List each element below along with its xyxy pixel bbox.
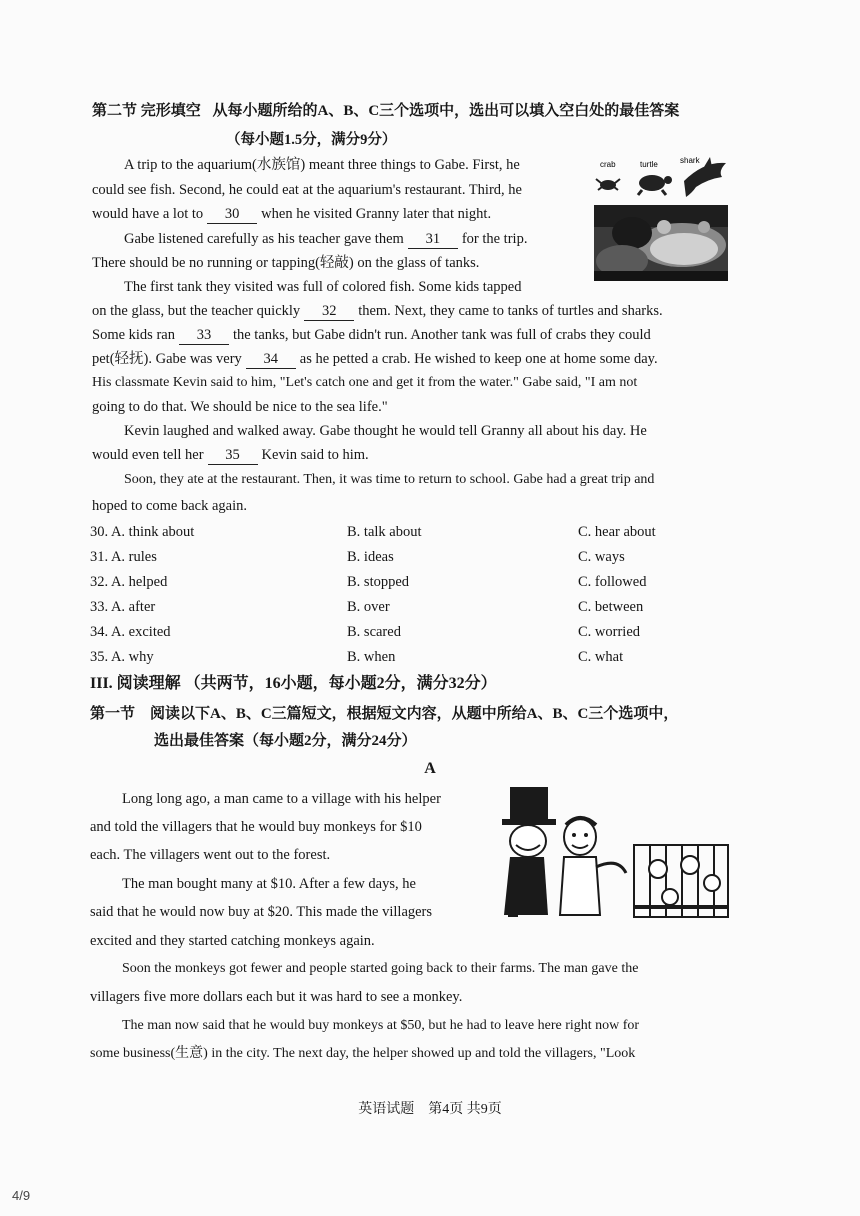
blank-34: 34 <box>246 350 296 369</box>
passage1-line: hoped to come back again. <box>92 498 248 514</box>
passageA-line: Soon the monkeys got fewer and people started going back to their farms. The man gave the <box>122 961 639 976</box>
passage1-text: the tanks, but Gabe didn't run. Another tank was full of crabs they could <box>232 327 651 343</box>
section2-score: （每小题1.5分，满分9分） <box>226 132 397 148</box>
blank-30: 30 <box>207 205 257 224</box>
part3-heading: III. 阅读理解 （共两节，16小题，每小题2分，满分32分） <box>90 675 497 692</box>
section2-heading-instructions: 从每小题所给的A、B、C三个选项中，选出可以填入空白处的最佳答案 <box>212 103 680 119</box>
option-c: C. ways <box>578 549 625 565</box>
passageA-line: excited and they started catching monkeys again. <box>90 933 375 949</box>
option-c: C. what <box>578 649 624 665</box>
blank-33: 33 <box>179 326 229 345</box>
page-indicator: 4/9 <box>12 1188 31 1203</box>
passage1-text: on the glass, but the teacher quickly <box>92 303 301 319</box>
section2-heading <box>92 102 679 120</box>
passageA-line: some business(生意) in the city. The next day, the helper showed up and told the villagers, "Look <box>90 1046 636 1061</box>
passage1-text: when he visited Granny later that night. <box>261 206 492 222</box>
option-c: C. worried <box>578 624 641 640</box>
part3-subheading-cont: 选出最佳答案（每小题2分，满分24分） <box>154 733 417 749</box>
man-figure-icon <box>502 787 556 917</box>
option-c: C. between <box>578 599 644 615</box>
passage1-text: pet(轻抚). Gabe was very <box>92 351 242 367</box>
passage1-text: for the trip. <box>461 231 528 247</box>
monkey-cage-icon <box>634 845 728 917</box>
option-b: B. ideas <box>347 549 394 565</box>
option-b: B. when <box>347 649 396 665</box>
passage1-line <box>92 205 491 224</box>
passage1-text: would have a lot to <box>92 206 204 222</box>
option-a: 35. A. why <box>90 649 154 665</box>
passage1-text: would even tell her <box>92 447 204 463</box>
option-a: 30. A. think about <box>90 524 195 540</box>
passage1-line: could see fish. Second, he could eat at the aquarium's restaurant. Third, he <box>92 182 522 198</box>
passage1-line <box>92 302 663 321</box>
page-footer: 英语试题 第4页 共9页 <box>358 1102 502 1117</box>
aquarium-illustration <box>592 153 730 281</box>
passage1-line <box>92 446 369 465</box>
passage1-line <box>92 350 658 369</box>
passage1-text: them. Next, they came to tanks of turtles and sharks. <box>358 303 663 319</box>
passage1-line: Kevin laughed and walked away. Gabe thought he would tell Granny all about his day. He <box>124 423 647 439</box>
option-b: B. talk about <box>347 524 422 540</box>
passageA-line: said that he would now buy at $20. This made the villagers <box>90 904 433 920</box>
option-b: B. stopped <box>347 574 410 590</box>
passage1-line <box>124 230 527 249</box>
crab-label: crab <box>600 160 616 169</box>
section2-heading-title: 第二节 完形填空 <box>92 103 201 119</box>
blank-35: 35 <box>208 446 258 465</box>
passage1-line: going to do that. We should be nice to the sea life." <box>92 399 388 415</box>
option-a: 32. A. helped <box>90 574 168 590</box>
aquarium-photo <box>594 205 728 281</box>
passageA-line: villagers five more dollars each but it was hard to see a monkey. <box>90 989 463 1005</box>
blank-31: 31 <box>408 230 458 249</box>
passage1-text: Gabe listened carefully as his teacher gave them <box>124 231 404 247</box>
option-a: 34. A. excited <box>90 624 171 640</box>
crab-icon <box>596 179 620 190</box>
part3-subheading: 第一节 阅读以下A、B、C三篇短文，根据短文内容，从题中所给A、B、C三个选项中， <box>90 706 679 722</box>
helper-figure-icon <box>560 818 626 915</box>
passage1-line: Soon, they ate at the restaurant. Then, it was time to return to school. Gabe had a great trip and <box>124 472 655 487</box>
passageA-line: The man bought many at $10. After a few days, he <box>122 876 416 892</box>
turtle-icon <box>638 175 672 195</box>
passage1-text: as he petted a crab. He wished to keep one at home some day. <box>299 351 658 367</box>
option-a: 31. A. rules <box>90 549 157 565</box>
passageA-line: The man now said that he would buy monkeys at $50, but he had to leave here right now for <box>122 1018 640 1033</box>
passage1-text: Some kids ran <box>92 327 175 343</box>
option-a: 33. A. after <box>90 599 156 615</box>
option-c: C. hear about <box>578 524 656 540</box>
passage1-line: A trip to the aquarium(水族馆) meant three things to Gabe. First, he <box>124 157 520 173</box>
passage1-text: Kevin said to him. <box>261 447 369 463</box>
passageA-line: each. The villagers went out to the forest. <box>90 847 331 863</box>
shark-label: shark <box>680 156 700 165</box>
option-b: B. over <box>347 599 390 615</box>
option-c: C. followed <box>578 574 647 590</box>
passageA-line: Long long ago, a man came to a village with his helper <box>122 791 441 807</box>
passage1-line: The first tank they visited was full of colored fish. Some kids tapped <box>124 279 522 295</box>
passage1-line: His classmate Kevin said to him, "Let's catch one and get it from the water." Gabe said, "I am not <box>92 375 638 390</box>
blank-32: 32 <box>304 302 354 321</box>
passage1-line: There should be no running or tapping(轻敲) on the glass of tanks. <box>92 255 480 271</box>
passage-letter: A <box>424 760 436 777</box>
option-b: B. scared <box>347 624 401 640</box>
passageA-line: and told the villagers that he would buy monkeys for $10 <box>90 819 422 835</box>
passage1-line <box>92 326 651 345</box>
turtle-label: turtle <box>640 160 658 169</box>
monkey-cartoon <box>500 787 732 921</box>
